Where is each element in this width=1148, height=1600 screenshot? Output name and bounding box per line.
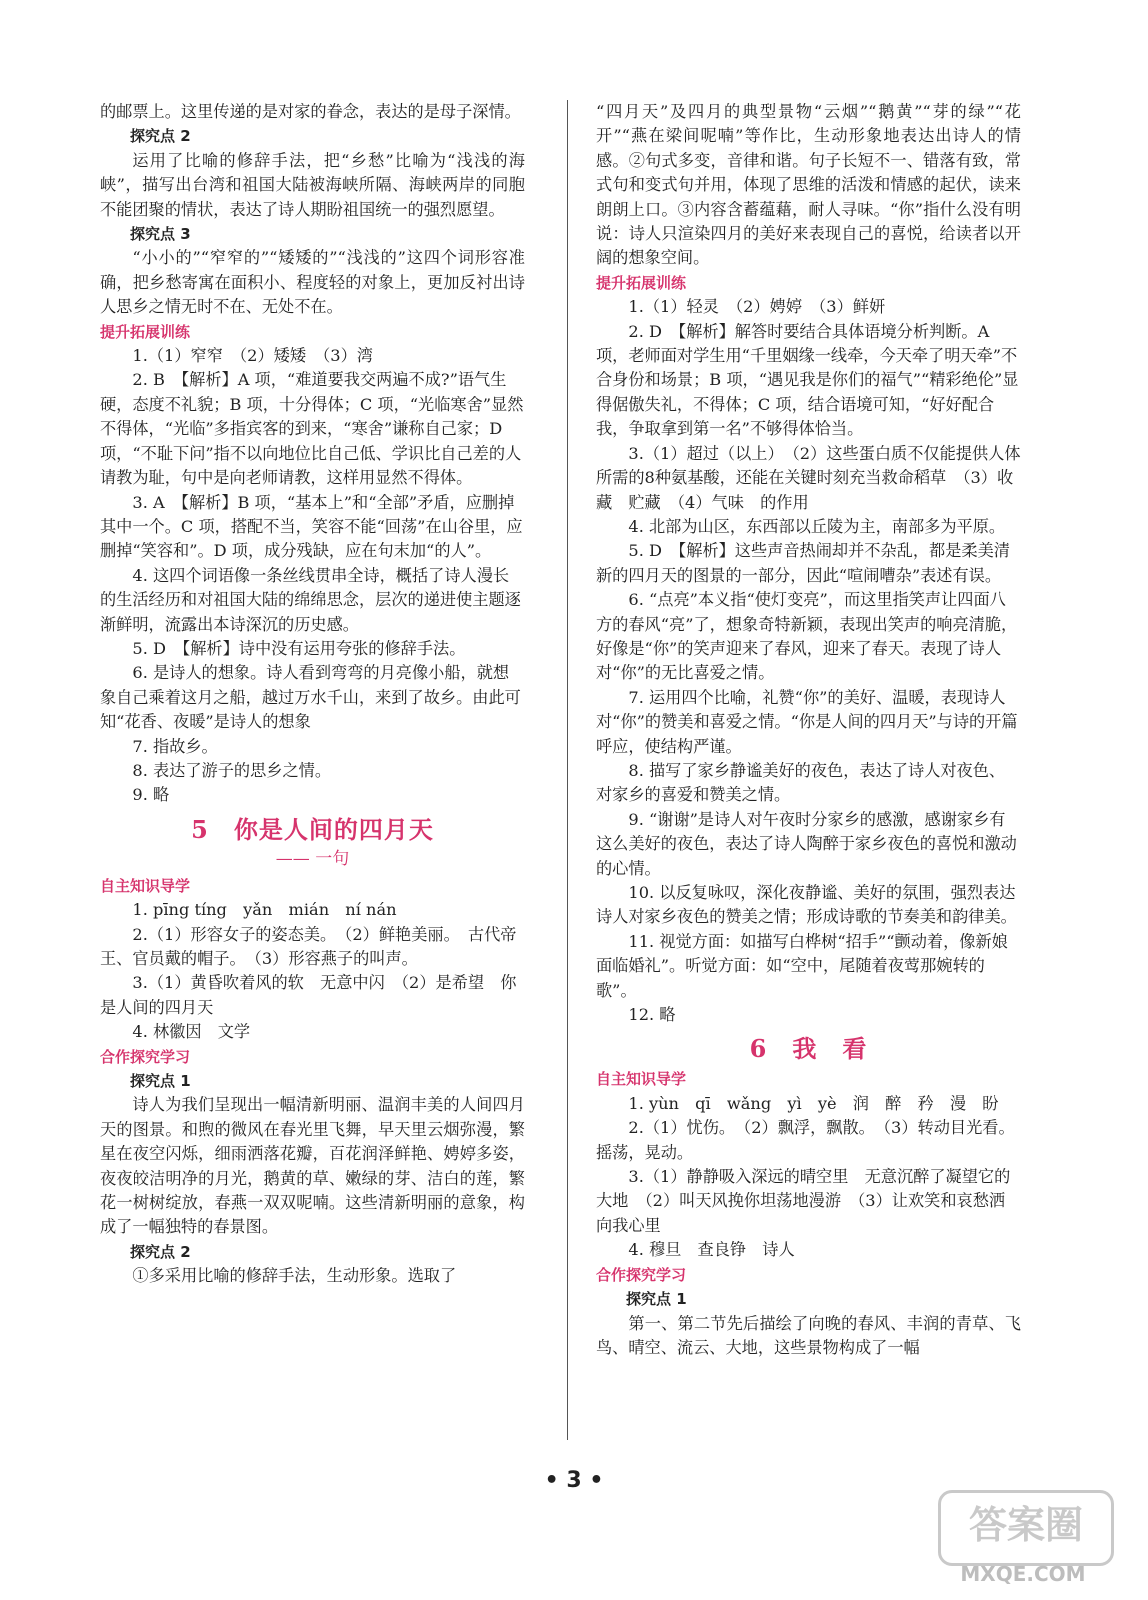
answer-item: 4. 北部为山区，东西部以丘陵为主，南部多为平原。	[628, 516, 1006, 536]
paragraph: 的邮票上。这里传递的是对家的眷念，表达的是母子深情。	[100, 102, 521, 121]
answer-item: 12. 略	[628, 1005, 676, 1025]
answer-item: 8. 表达了游子的思乡之情。	[132, 760, 332, 780]
answer-item: 11. 视觉方面：如描写白桦树“招手”“颤动着，像新娘面临婚礼”。听觉方面：如“空中，尾随着夜莺那婉转的歌”。	[596, 931, 1008, 1000]
answer-item: 8. 描写了家乡静谧美好的夜色，表达了诗人对夜色、对家乡的喜爱和赞美之情。	[596, 760, 1006, 805]
answer-item: 7. 运用四个比喻，礼赞“你”的美好、温暖，表现诗人对“你”的赞美和喜爱之情。“你是人间的四月天”与诗的开篇呼应，使结构严谨。	[596, 687, 1018, 756]
answer-item: 4. 这四个词语像一条丝线贯串全诗，概括了诗人漫长的生活经历和对祖国大陆的绵绵思念，层次的递进使主题逐渐鲜明，流露出本诗深沉的历史感。	[100, 565, 521, 634]
answer-item: 3.（1）超过（以上） （2）这些蛋白质不仅能提供人体所需的8种氨基酸，还能在关键时刻充当救命稻草 （3）收藏 贮藏 （4）气味 的作用	[596, 443, 1021, 512]
lesson-subtitle: —— 一句	[275, 848, 350, 869]
paragraph: 第一、第二节先后描绘了向晚的春风、丰润的青草、飞鸟、晴空、流云、大地，这些景物构成了一幅	[596, 1313, 1021, 1357]
answer-item: 10. 以反复咏叹，深化夜静谧、美好的氛围，强烈表达诗人对家乡夜色的赞美之情；形成诗歌的节奏美和韵律美。	[596, 883, 1017, 927]
answer-item: 3.（1）黄昏吹着风的软 无意中闪 （2）是希望 你是人间的四月天	[100, 973, 517, 1017]
answer-item: 1. pīng tíng yǎn mián ní nán	[132, 900, 397, 920]
subheading: 探究点 3	[130, 225, 191, 244]
watermark-url: MXQE.COM	[960, 1562, 1086, 1586]
answer-item: 3. A 【解析】B 项，“基本上”和“全部”矛盾，应删掉其中一个。C 项，搭配不当，笑容不能“回荡”在山谷里，应删掉“笑容和”。D 项，成分残缺，应在句末加“的人”。	[100, 492, 523, 561]
column-divider	[567, 100, 568, 1440]
subheading: 探究点 1	[130, 1072, 191, 1091]
lesson-title: 6 我 看	[749, 1034, 868, 1064]
section-heading: 提升拓展训练	[596, 273, 687, 292]
answer-item: 2.（1）形容女子的姿态美。 （2）鲜艳美丽。 古代帝王、官员戴的帽子。 （3）形容燕子的叫声。	[100, 924, 517, 968]
answer-item: 2. B 【解析】A 项，“难道要我交两遍不成?”语气生硬，态度不礼貌；B 项，十分得体；C 项，“光临寒舍”显然不得体，“光临”多指宾客的到来，“寒舍”谦称自己家；D 项，“不耻下问”指不以向地位比自己低、学识比自己差的人请教为耻，句中是向老师请教，这样用显然不得体。	[100, 370, 524, 488]
page-number: • 3 •	[544, 1468, 604, 1493]
answer-item: 1.（1）轻灵 （2）娉婷 （3）鲜妍	[628, 297, 886, 317]
answer-item: 4. 林徽因 文学	[132, 1022, 251, 1042]
section-heading: 提升拓展训练	[100, 322, 191, 341]
paragraph: “四月天”及四月的典型景物“云烟”“鹅黄”“芽的绿”“花开”“燕在梁间呢喃”等作比，生动形象地表达出诗人的情感。②句式多变，音律和谐。句子长短不一、错落有致，常式句和变式句并用，体现了思维的活泼和情感的起伏，读来朗朗上口。③内容含蓄蕴藉，耐人寻味。“你”指什么没有明说：诗人只渲染四月的美好来表现自己的喜悦，给读者以开阔的想象空间。	[596, 102, 1021, 268]
paragraph: 诗人为我们呈现出一幅清新明丽、温润丰美的人间四月天的图景。和煦的微风在春光里飞舞，早天里云烟弥漫，繁星在夜空闪烁，细雨洒落花瓣，百花润泽鲜艳、娉婷多姿，夜夜皎洁明净的月光，鹅黄的草、嫩绿的芽、洁白的莲，繁花一树树绽放，春燕一双双呢喃。这些清新明丽的意象，构成了一幅独特的春景图。	[100, 1095, 525, 1237]
section-heading: 合作探究学习	[100, 1047, 191, 1066]
answer-item: 9. “谢谢”是诗人对午夜时分家乡的感激，感谢家乡有这么美好的夜色，表达了诗人陶醉于家乡夜色的喜悦和激动的心情。	[596, 809, 1017, 878]
watermark-logo	[938, 1490, 1108, 1590]
answer-item: 3.（1）静静吸入深远的晴空里 无意沉醉了凝望它的大地 （2）叫天风挽你坦荡地漫游 （3）让欢笑和哀愁洒向我心里	[596, 1167, 1011, 1235]
answer-item: 5. D 【解析】这些声音热闹却并不杂乱，都是柔美清新的四月天的图景的一部分，因此“喧闹嘈杂”表述有误。	[596, 541, 1010, 585]
answer-item: 4. 穆旦 查良铮 诗人	[628, 1240, 795, 1260]
subheading: 探究点 1	[626, 1290, 687, 1309]
paragraph: “小小的”“窄窄的”“矮矮的”“浅浅的”这四个词形容准确，把乡愁寄寓在面积小、程度轻的对象上，更加反衬出诗人思乡之情无时不在、无处不在。	[100, 248, 525, 317]
answer-item: 5. D 【解析】诗中没有运用夸张的修辞手法。	[132, 638, 466, 658]
answer-item: 7. 指故乡。	[132, 736, 218, 756]
answer-item: 9. 略	[132, 785, 170, 805]
answer-item: 2. D 【解析】解答时要结合具体语境分析判断。A 项，老师面对学生用“千里姻缘一线牵，今天牵了明天牵”不合身份和场景；B 项，“遇见我是你们的福气”“精彩绝伦”显得倨傲失礼，不得体；C 项，结合语境可知，“好好配合我，争取拿到第一名”不够得体恰当。	[596, 321, 1019, 439]
section-heading: 合作探究学习	[596, 1265, 687, 1284]
watermark-text: 答案圈	[938, 1490, 1114, 1566]
right-column	[596, 100, 1021, 1360]
left-column	[100, 100, 525, 1289]
answer-item: 6. 是诗人的想象。诗人看到弯弯的月亮像小船，就想象自己乘着这月之船，越过万水千山，来到了故乡。由此可知“花香、夜暖”是诗人的想象	[100, 663, 521, 732]
section-heading: 自主知识导学	[100, 876, 191, 895]
answer-item: 1. yùn qī wǎng yì yè 润 醉 矜 漫 盼	[628, 1093, 999, 1113]
answer-item: 1.（1）窄窄 （2）矮矮 （3）湾	[132, 346, 373, 366]
section-heading: 自主知识导学	[596, 1070, 687, 1089]
answer-item: 2.（1）忧伤。 （2）飘浮，飘散。 （3）转动目光看。 摇荡，晃动。	[596, 1118, 1023, 1162]
paragraph: ①多采用比喻的修辞手法，生动形象。选取了	[132, 1266, 457, 1286]
lesson-title: 5 你是人间的四月天	[191, 814, 434, 844]
subheading: 探究点 2	[130, 1242, 191, 1261]
answer-item: 6. “点亮”本义指“使灯变亮”，而这里指笑声让四面八方的春风“亮”了，想象奇特新颖，表现出笑声的响亮清脆，好像是“你”的笑声迎来了春风，迎来了春天。表现了诗人对“你”的无比喜爱之情。	[596, 590, 1018, 683]
paragraph: 运用了比喻的修辞手法，把“乡愁”比喻为“浅浅的海峡”，描写出台湾和祖国大陆被海峡所隔、海峡两岸的同胞不能团聚的情状，表达了诗人期盼祖国统一的强烈愿望。	[100, 150, 525, 219]
subheading: 探究点 2	[130, 127, 191, 146]
